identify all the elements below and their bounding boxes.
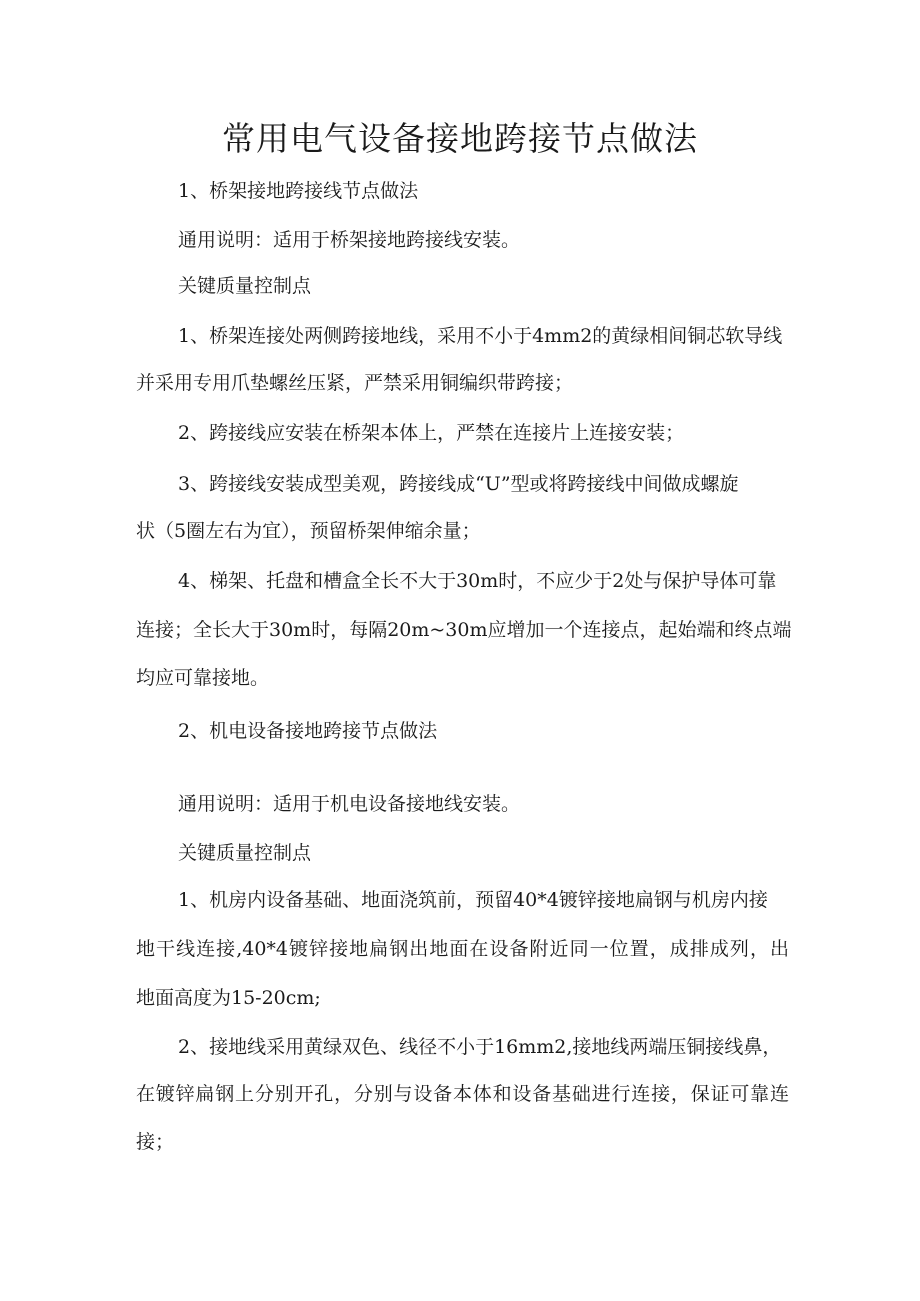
paragraph-line: 在镀锌扁钢上分别开孔，分别与设备本体和设备基础进行连接，保证可靠连 bbox=[136, 1083, 789, 1105]
paragraph-line: 并采用专用爪垫螺丝压紧，严禁采用铜编织带跨接； bbox=[136, 372, 574, 394]
document-title: 常用电气设备接地跨接节点做法 bbox=[222, 119, 698, 158]
general-note-1: 通用说明：适用于桥架接地跨接线安装。 bbox=[178, 229, 521, 251]
paragraph-line: 4、梯架、托盘和槽盒全长不大于30m时，不应少于2处与保护导体可靠 bbox=[178, 570, 777, 592]
paragraph-line: 3、跨接线安装成型美观，跨接线成“U”型或将跨接线中间做成螺旋 bbox=[178, 473, 739, 495]
paragraph-line: 2、跨接线应安装在桥架本体上，严禁在连接片上连接安装； bbox=[178, 422, 685, 444]
paragraph-line: 均应可靠接地。 bbox=[136, 667, 270, 689]
paragraph-line: 接； bbox=[136, 1131, 175, 1153]
paragraph-line: 地面高度为15-20cm; bbox=[136, 987, 321, 1009]
paragraph-line: 地干线连接,40*4镀锌接地扁钢出地面在设备附近同一位置，成排成列，出 bbox=[136, 938, 789, 960]
paragraph-line: 状（5圈左右为宜），预留桥架伸缩余量； bbox=[136, 520, 481, 542]
paragraph-line: 2、接地线采用黄绿双色、线径不小于16mm2,接地线两端压铜接线鼻， bbox=[178, 1036, 782, 1058]
paragraph-line: 1、桥架连接处两侧跨接地线，采用不小于4mm2的黄绿相间铜芯软导线 bbox=[178, 325, 783, 347]
control-points-heading-2: 关键质量控制点 bbox=[178, 842, 312, 864]
section-heading-2: 2、机电设备接地跨接节点做法 bbox=[178, 720, 438, 742]
general-note-2: 通用说明：适用于机电设备接地线安装。 bbox=[178, 793, 521, 815]
section-heading-1: 1、桥架接地跨接线节点做法 bbox=[178, 180, 419, 202]
control-points-heading-1: 关键质量控制点 bbox=[178, 275, 312, 297]
paragraph-line: 1、机房内设备基础、地面浇筑前，预留40*4镀锌接地扁钢与机房内接 bbox=[178, 889, 768, 911]
paragraph-line: 连接；全长大于30m时，每隔20m~30m应增加一个连接点，起始端和终点端 bbox=[136, 619, 792, 641]
